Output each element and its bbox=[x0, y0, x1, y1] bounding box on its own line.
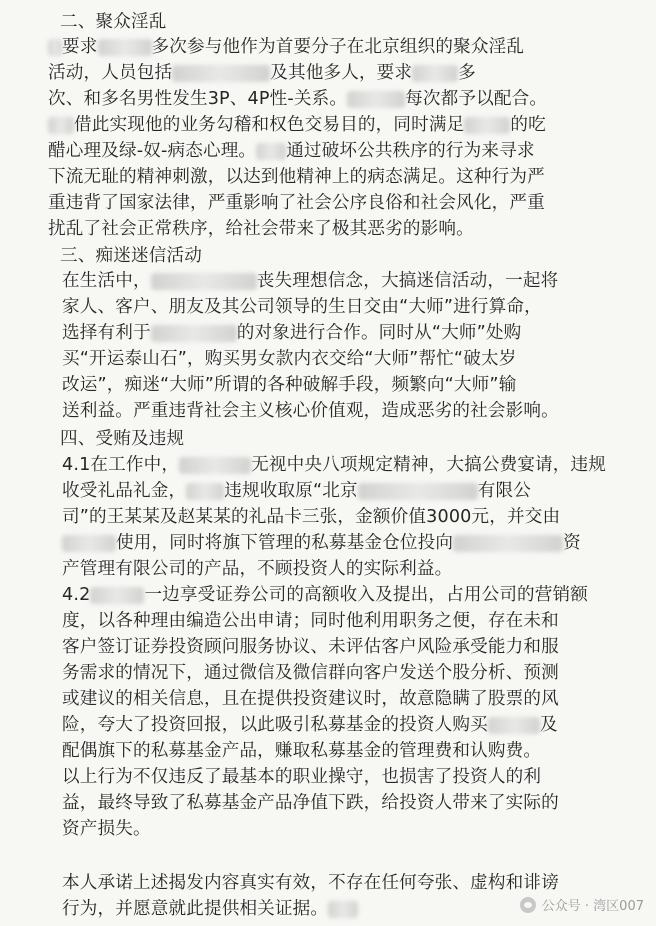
text-line: 以上行为不仅违反了最基本的职业操守，也损害了投资人的利 bbox=[62, 767, 542, 787]
text-line: 重违背了国家法律，严重影响了社会公序良俗和社会风化，严重 bbox=[48, 193, 545, 213]
text-line: 资产损失。 bbox=[62, 819, 151, 839]
text-line: 收受礼品礼金， 违规收取原“北京 有限公 bbox=[62, 481, 531, 501]
watermark bbox=[520, 895, 644, 914]
text-line: 扰乱了社会正常秩序，给社会带来了极其恶劣的影响。 bbox=[48, 219, 474, 239]
text-line: 务需求的情况下，通过微信及微信群向客户发送个股分析、预测 bbox=[62, 663, 559, 683]
closing-statement: 本人承诺上述揭发内容真实有效，不存在任何夸张、虚构和诽谤 bbox=[62, 873, 559, 893]
text-line: 家人、客户、朋友及其公司领导的生日交由“大师”进行算命， bbox=[62, 297, 542, 317]
text-line: 益，最终导致了私募基金产品净值下跌，给投资人带来了实际的 bbox=[62, 793, 559, 813]
text-line: 配偶旗下的私募基金产品，赚取私募基金的管理费和认购费。 bbox=[62, 741, 542, 761]
text-line: 或建议的相关信息，且在提供投资建议时，故意隐瞒了股票的风 bbox=[62, 689, 559, 709]
text-line: 借此实现他的业务勾稽和权色交易目的，同时满足 的吃 bbox=[48, 113, 546, 138]
wechat-icon bbox=[520, 897, 536, 913]
text-line: 醋心理及绿-奴-病态心理。 通过破坏公共秩序的行为来寻求 bbox=[48, 141, 535, 161]
text-line: 下流无耻的精神刺激，以达到他精神上的病态满足。这种行为严 bbox=[48, 167, 545, 187]
text-line: 4.2 一边享受证券公司的高额收入及提出，占用公司的营销额 bbox=[62, 585, 589, 605]
text-line: 在生活中， 丧失理想信念，大搞迷信活动，一起将 bbox=[62, 271, 559, 291]
text-line: 要求 多次参与他作为首要分子在北京组织的聚众淫乱 bbox=[48, 35, 524, 60]
section-title-2: 二、聚众淫乱 bbox=[60, 12, 167, 32]
section-title-4: 四、受贿及违规 bbox=[60, 429, 185, 449]
text-line: 度，以各种理由编造公出申请；同时他利用职务之便，存在未和 bbox=[62, 611, 559, 631]
watermark-text: 公众号 · 湾区007 bbox=[541, 899, 644, 914]
text-line: 客户签订证券投资顾问服务协议、未评估客户风险承受能力和服 bbox=[62, 637, 559, 657]
text-line: 产管理有限公司的产品，不顾投资人的实际利益。 bbox=[62, 559, 453, 579]
text-line: 司”的王某某及赵某某的礼品卡三张，金额价值3000元，并交由 bbox=[62, 507, 561, 527]
text-line: 改运”，痴迷“大师”所谓的各种破解手段，频繁向“大师”输 bbox=[62, 375, 517, 395]
text-line: 买“开运泰山石”，购买男女款内衣交给“大师”帮忙“破太岁 bbox=[62, 349, 517, 369]
section-title-3: 三、痴迷迷信活动 bbox=[60, 246, 202, 266]
text-line: 险，夸大了投资回报，以此吸引私募基金的投资人购买 及 bbox=[62, 715, 558, 735]
text-line: 活动，人员包括 及其他多人，要求 多 bbox=[48, 63, 476, 83]
text-line: 4.1在工作中， 无视中央八项规定精神，大搞公费宴请，违规 bbox=[62, 455, 607, 475]
text-line: 次、和多名男性发生3P、4P性-关系。 每次都予以配合。 bbox=[48, 89, 548, 109]
closing-statement: 行为，并愿意就此提供相关证据。 bbox=[62, 897, 358, 922]
text-line: 送利益。严重违背社会主义核心价值观，造成恶劣的社会影响。 bbox=[62, 401, 559, 421]
text-line: 使用，同时将旗下管理的私募基金仓位投向 资 bbox=[62, 531, 581, 556]
text-line: 选择有利于 的对象进行合作。同时从“大师”处购 bbox=[62, 323, 522, 343]
